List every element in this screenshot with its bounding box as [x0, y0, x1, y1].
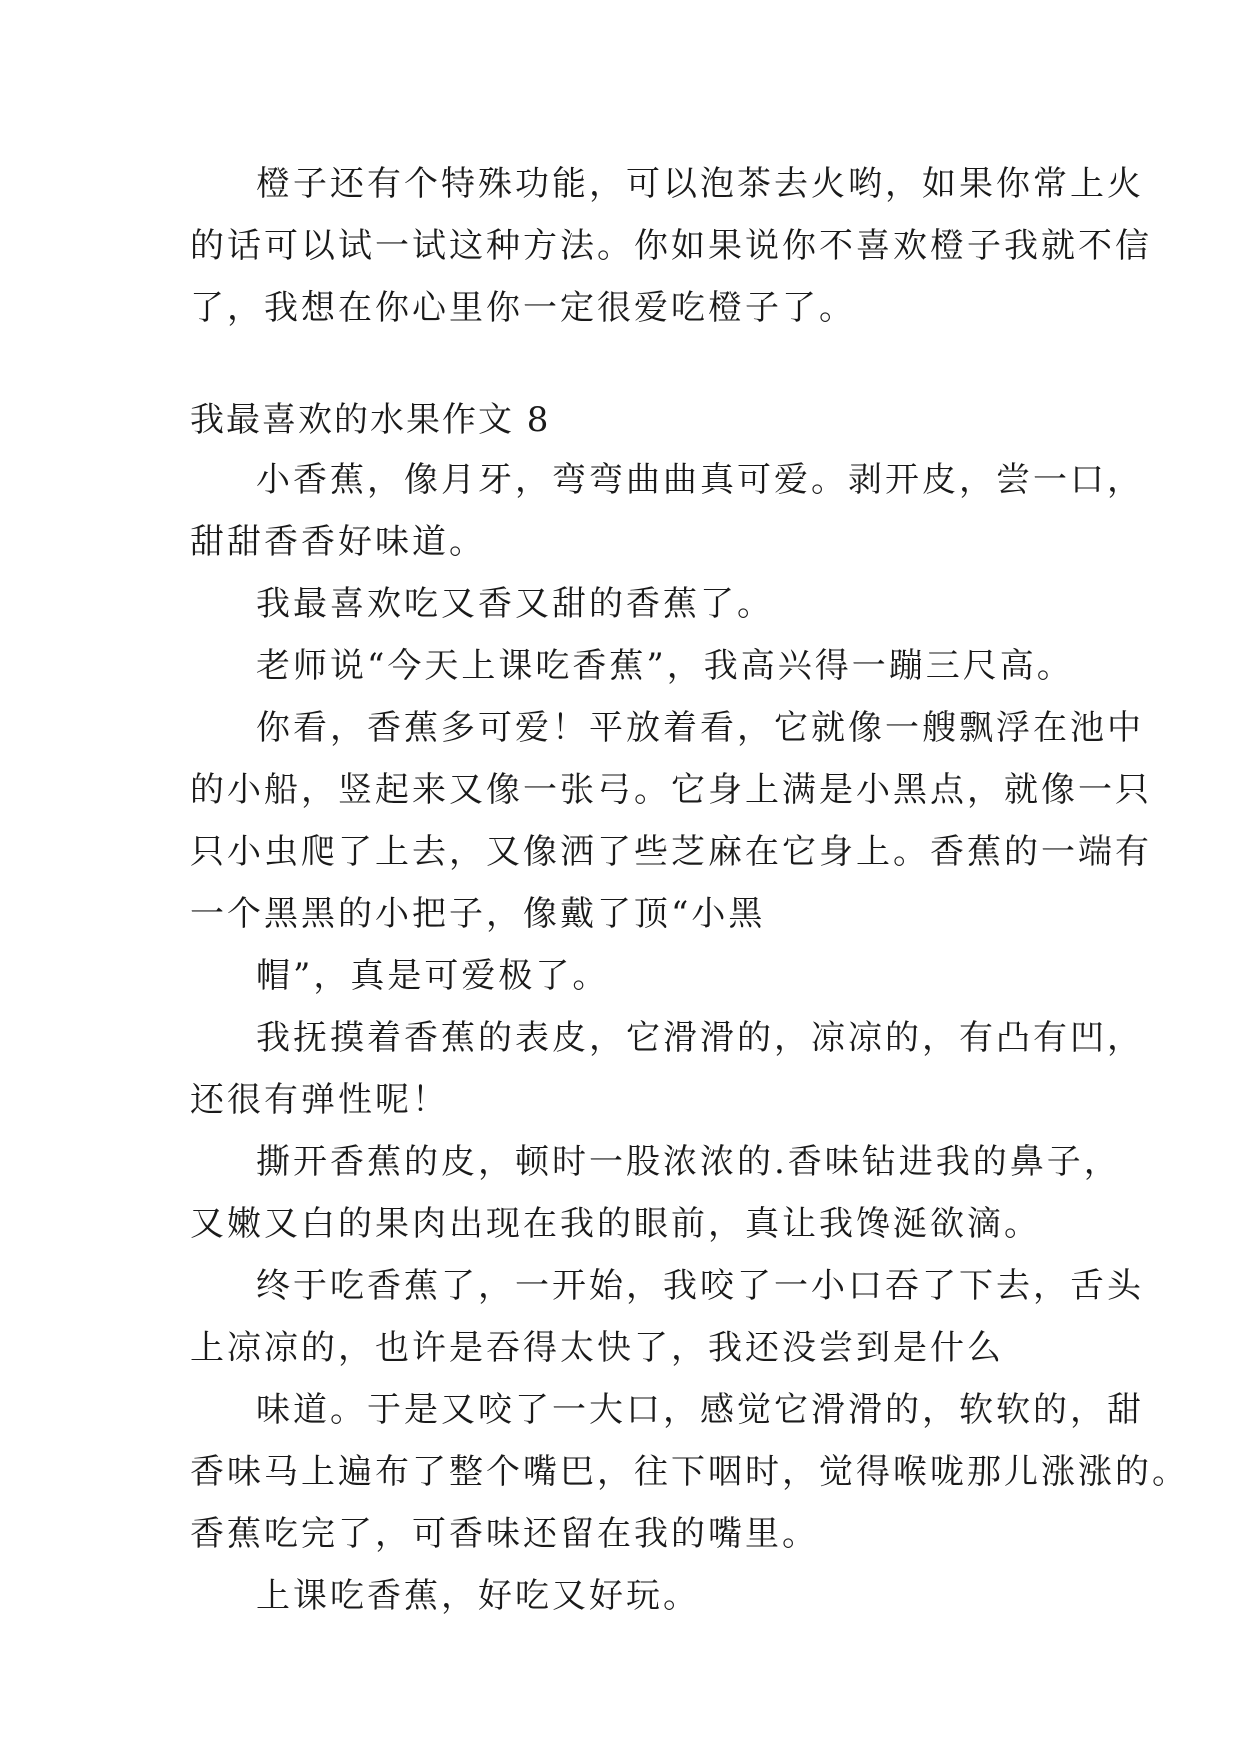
paragraph-line: 的话可以试一试这种方法。你如果说你不喜欢橙子我就不信	[190, 226, 1152, 266]
paragraph-line: 了，我想在你心里你一定很爱吃橙子了。	[190, 288, 856, 328]
paragraph-line: 我最喜欢吃又香又甜的香蕉了。	[256, 584, 774, 624]
paragraph-line: 老师说“今天上课吃香蕉”，我高兴得一蹦三尺高。	[256, 646, 1074, 686]
paragraph-line: 的小船，竖起来又像一张弓。它身上满是小黑点，就像一只	[190, 770, 1152, 810]
paragraph-line: 我抚摸着香蕉的表皮，它滑滑的，凉凉的，有凸有凹，	[256, 1018, 1144, 1058]
paragraph-line: 味道。于是又咬了一大口，感觉它滑滑的，软软的，甜	[256, 1390, 1144, 1430]
paragraph-line: 香味马上遍布了整个嘴巴，往下咽时，觉得喉咙那儿涨涨的。	[190, 1452, 1189, 1492]
paragraph-line: 又嫩又白的果肉出现在我的眼前，真让我馋涎欲滴。	[190, 1204, 1041, 1244]
paragraph-line: 小香蕉，像月牙，弯弯曲曲真可爱。剥开皮，尝一口，	[256, 460, 1144, 500]
paragraph-line: 还很有弹性呢！	[190, 1080, 449, 1120]
paragraph-line: 甜甜香香好味道。	[190, 522, 486, 562]
paragraph-line: 橙子还有个特殊功能，可以泡茶去火哟，如果你常上火	[256, 164, 1144, 204]
paragraph-line: 上课吃香蕉，好吃又好玩。	[256, 1576, 700, 1616]
paragraph-line: 撕开香蕉的皮，顿时一股浓浓的.香味钻进我的鼻子，	[256, 1142, 1121, 1182]
paragraph-line: 香蕉吃完了，可香味还留在我的嘴里。	[190, 1514, 819, 1554]
paragraph-line: 只小虫爬了上去，又像洒了些芝麻在它身上。香蕉的一端有	[190, 832, 1152, 872]
paragraph-line: 终于吃香蕉了，一开始，我咬了一小口吞了下去，舌头	[256, 1266, 1144, 1306]
paragraph-line: 上凉凉的，也许是吞得太快了，我还没尝到是什么	[190, 1328, 1004, 1368]
paragraph-line: 一个黑黑的小把子，像戴了顶“小黑	[190, 894, 766, 934]
paragraph-line: 你看，香蕉多可爱！平放着看，它就像一艘飘浮在池中	[256, 708, 1144, 748]
paragraph-line: 帽”，真是可爱极了。	[256, 956, 610, 996]
section-title: 我最喜欢的水果作文 8	[190, 400, 551, 440]
